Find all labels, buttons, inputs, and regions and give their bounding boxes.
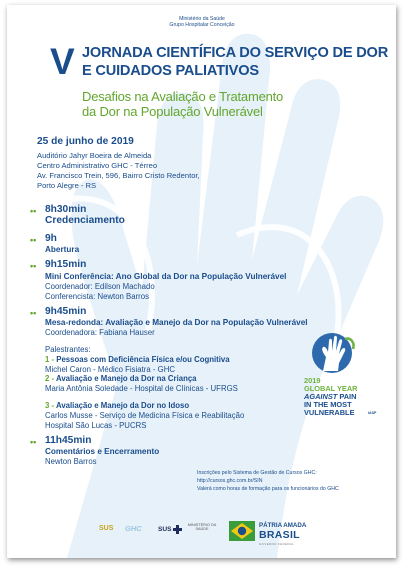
talk-3-text: Avaliação e Manejo da Dor no Idoso <box>55 401 190 410</box>
content-layer <box>7 5 396 558</box>
iasp-logo-text: IASP <box>368 411 377 415</box>
talk-2-speaker: Maria Antônia Soledade - Hospital de Clínicas - UFRGS <box>45 384 238 393</box>
address-line-4: Porto Alegre - RS <box>37 181 97 190</box>
talk-1-number: 1 - <box>45 355 57 364</box>
talk-3-number: 3 - <box>45 401 56 410</box>
talk-3-speaker-2: Hospital São Lucas - PUCRS <box>45 421 147 430</box>
session-1-time: 8h30min <box>45 204 87 215</box>
in-the-most-text: IN THE MOST <box>304 400 352 409</box>
address-line-2: Centro Administrativo GHC - Térreo <box>37 161 158 170</box>
session-3-speaker: Conferencista: Newton Barros <box>45 292 150 301</box>
session-3-coordinator: Coordenador: Edilson Machado <box>45 282 155 291</box>
session-2-title: Abertura <box>45 245 80 254</box>
against-text: AGAINST <box>304 392 338 401</box>
global-year-hand-icon <box>311 331 357 375</box>
ministry-logo-text: MINISTÉRIO DA SAÚDE <box>187 523 217 532</box>
bullet-icon: •• <box>30 308 37 318</box>
talk-3-speaker-1: Carlos Musse - Serviço de Medicina Física e Reabilitação <box>45 411 245 420</box>
bullet-icon: •• <box>30 437 37 447</box>
cross-icon <box>173 525 182 534</box>
talk-1-text: Pessoas com Deficiência Física e/ou Cognitiva <box>56 355 230 364</box>
session-3-title: Mini Conferência: Ano Global da Dor na População Vulnerável <box>45 272 287 281</box>
talk-2-title <box>45 374 197 383</box>
group-label: Grupo Hospitalar Conceição <box>169 22 235 28</box>
session-3-time: 9h15min <box>45 259 87 270</box>
poster <box>7 5 396 558</box>
talk-1-speaker: Michel Caron - Médico Fisiatra - GHC <box>45 365 175 374</box>
session-5-time: 11h45min <box>45 435 92 446</box>
speakers-label: Palestrantes: <box>45 345 91 354</box>
session-2-time: 9h <box>45 233 57 244</box>
talk-2-number: 2 - <box>45 374 56 383</box>
talk-2-text: Avaliação e Manejo da Dor na Criança <box>55 374 197 383</box>
edition-roman-numeral: V <box>50 41 74 82</box>
talk-3-title <box>45 401 189 410</box>
registration-url[interactable]: http://cursos.ghc.com.br/SIN <box>197 478 263 484</box>
event-date: 25 de junho de 2019 <box>37 136 134 147</box>
governo-federal-text: GOVERNO FEDERAL <box>259 542 295 546</box>
subtitle-line-2: da Dor na População Vulnerável <box>82 104 263 119</box>
brazil-flag-icon <box>229 521 255 541</box>
address-line-1: Auditório Jahyr Boeira de Almeida <box>37 151 152 160</box>
title-line-2: E CUIDADOS PALIATIVOS <box>82 63 259 79</box>
sus-logo: SUS <box>99 525 114 532</box>
title-line-1: JORNADA CIENTÍFICA DO SERVIÇO DE DOR <box>82 45 389 61</box>
registration-line-3: Valerá como horas de formação para os funcionários do GHC <box>197 486 339 492</box>
session-4-coordinator: Coordenadora: Fabiana Hauser <box>45 328 155 337</box>
bullet-icon: •• <box>30 235 37 245</box>
subtitle-line-1: Desafios na Avaliação e Tratamento <box>82 89 284 104</box>
global-year-text: GLOBAL YEAR <box>304 384 358 393</box>
session-5-speaker: Newton Barros <box>45 457 97 466</box>
address-line-3: Av. Francisco Trein, 596, Bairro Cristo Redentor, <box>37 171 200 180</box>
session-5-title: Comentários e Encerramento <box>45 447 160 456</box>
bullet-icon: •• <box>30 206 37 216</box>
registration-line-1: Inscrições pelo Sistema de Gestão de Cursos GHC: <box>197 470 317 476</box>
sus-ministry-logo: SUS <box>158 526 172 533</box>
global-year-number: 2019 <box>304 376 321 385</box>
ministry-label: Ministério da Saúde <box>179 16 225 22</box>
brasil-text: BRASIL <box>259 529 300 541</box>
global-year-line-5: VULNERABLE <box>304 408 355 417</box>
session-4-time: 9h45min <box>45 306 87 317</box>
bullet-icon: •• <box>30 261 37 271</box>
patria-amada-text: PÁTRIA AMADA <box>259 522 307 529</box>
pain-text: PAIN <box>337 392 357 401</box>
session-1-title: Credenciamento <box>45 215 125 226</box>
talk-1-title <box>45 355 230 364</box>
ghc-logo: GHC <box>125 524 142 533</box>
session-4-title: Mesa-redonda: Avaliação e Manejo da Dor na População Vulnerável <box>45 318 308 327</box>
